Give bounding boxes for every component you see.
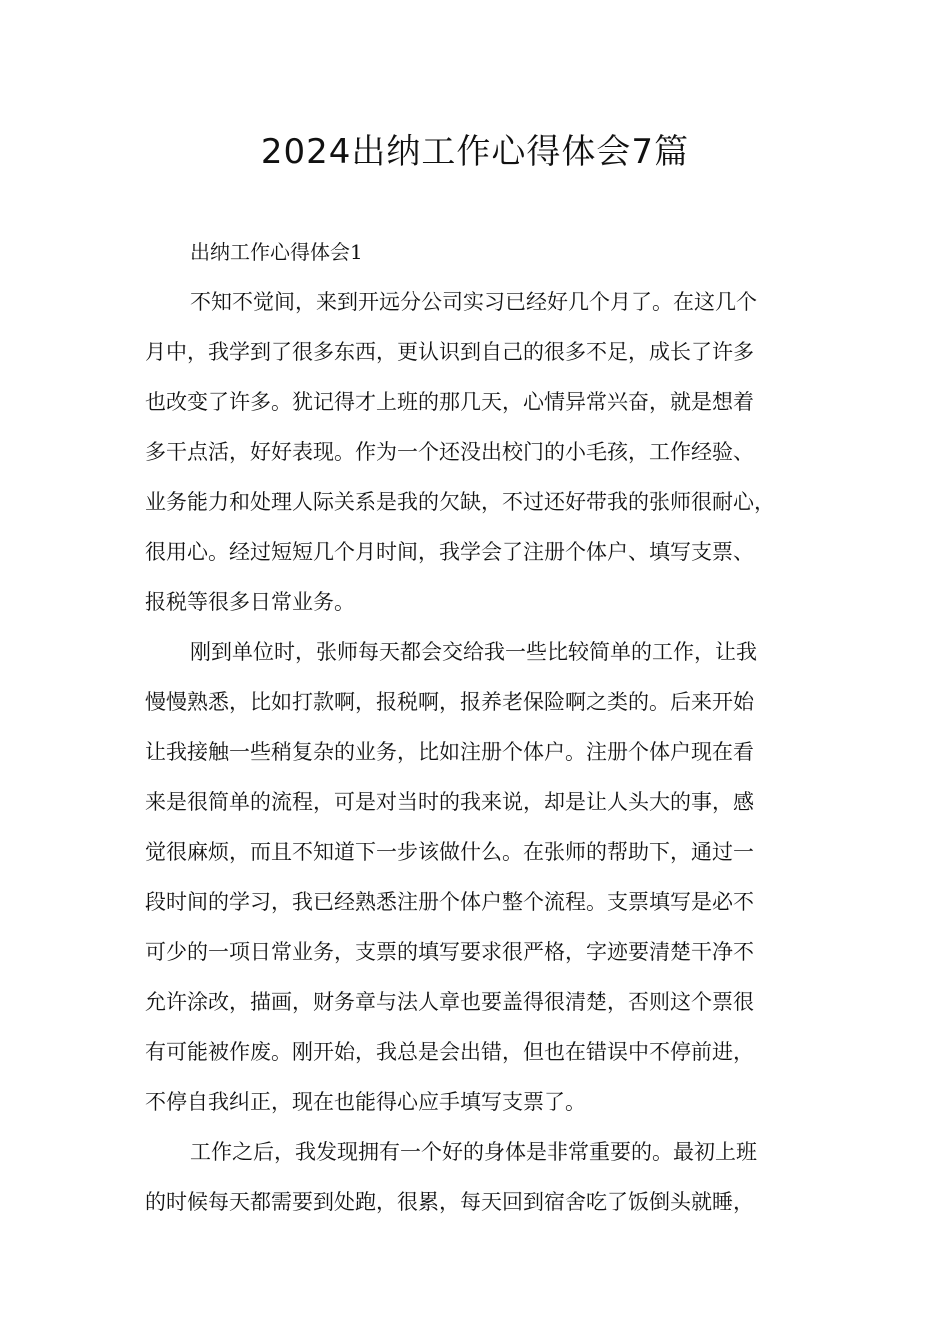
paragraph-line: 来是很简单的流程，可是对当时的我来说，却是让人头大的事，感: [145, 790, 754, 814]
paragraph-line: 不知不觉间，来到开远分公司实习已经好几个月了。在这几个: [190, 290, 757, 314]
paragraph-line: 也改变了许多。犹记得才上班的那几天，心情异常兴奋，就是想着: [145, 390, 754, 414]
paragraph-line: 有可能被作废。刚开始，我总是会出错，但也在错误中不停前进，: [145, 1040, 754, 1064]
paragraph-line: 报税等很多日常业务。: [145, 590, 355, 614]
paragraph-line: 的时候每天都需要到处跑，很累，每天回到宿舍吃了饭倒头就睡，: [145, 1190, 754, 1214]
document-title: 2024出纳工作心得体会7篇: [260, 132, 690, 172]
paragraph-line: 允许涂改，描画，财务章与法人章也要盖得很清楚，否则这个票很: [145, 990, 754, 1014]
section-heading: 出纳工作心得体会1: [190, 240, 363, 264]
paragraph-line: 刚到单位时，张师每天都会交给我一些比较简单的工作，让我: [190, 640, 757, 664]
paragraph-line: 业务能力和处理人际关系是我的欠缺，不过还好带我的张师很耐心，: [145, 490, 775, 514]
paragraph-line: 让我接触一些稍复杂的业务，比如注册个体户。注册个体户现在看: [145, 740, 754, 764]
paragraph-line: 慢慢熟悉，比如打款啊，报税啊，报养老保险啊之类的。后来开始: [145, 690, 754, 714]
paragraph-line: 很用心。经过短短几个月时间，我学会了注册个体户、填写支票、: [145, 540, 754, 564]
paragraph-line: 多干点活，好好表现。作为一个还没出校门的小毛孩，工作经验、: [145, 440, 754, 464]
paragraph-line: 可少的一项日常业务，支票的填写要求很严格，字迹要清楚干净不: [145, 940, 754, 964]
paragraph-line: 月中，我学到了很多东西，更认识到自己的很多不足，成长了许多: [145, 340, 754, 364]
paragraph-line: 不停自我纠正，现在也能得心应手填写支票了。: [145, 1090, 586, 1114]
paragraph-line: 段时间的学习，我已经熟悉注册个体户整个流程。支票填写是必不: [145, 890, 754, 914]
paragraph-line: 工作之后，我发现拥有一个好的身体是非常重要的。最初上班: [190, 1140, 757, 1164]
paragraph-line: 觉很麻烦，而且不知道下一步该做什么。在张师的帮助下，通过一: [145, 840, 754, 864]
